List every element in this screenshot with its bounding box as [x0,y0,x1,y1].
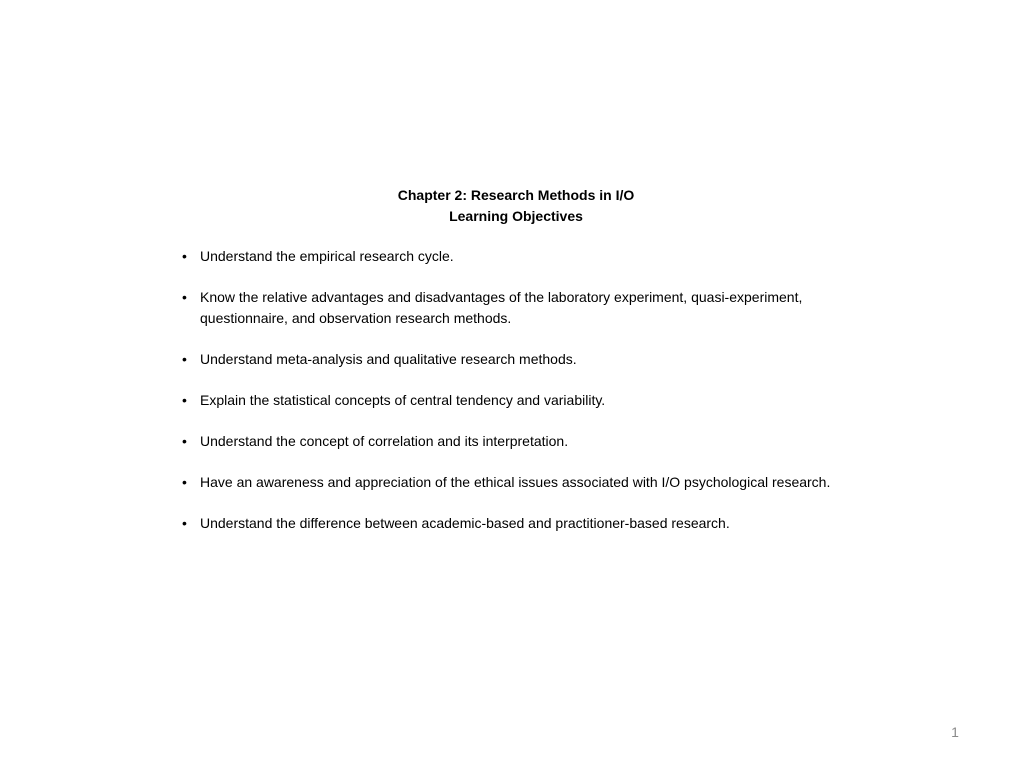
objective-item [178,390,858,411]
bullet-icon: • [182,350,187,367]
objective-item [178,287,858,328]
objective-text: Understand the difference between academic-based and practitioner-based research. [200,514,730,531]
bullet-icon: • [182,432,187,449]
objectives-list [178,246,858,554]
objective-item [178,431,858,452]
objective-text: Have an awareness and appreciation of the ethical issues associated with I/O psychological research. [200,473,831,490]
objective-item [178,246,858,267]
objective-item [178,349,858,370]
bullet-icon: • [182,289,187,305]
bullet-icon: • [182,391,187,408]
objective-item [178,513,858,534]
objective-item [178,472,858,493]
objective-text: Explain the statistical concepts of central tendency and variability. [200,391,606,408]
objective-text: Understand meta-analysis and qualitative research methods. [200,350,577,367]
bullet-icon: • [182,248,187,264]
bullet-icon: • [182,514,187,531]
chapter-title: Chapter 2: Research Methods in I/O [397,187,635,203]
slide-heading [0,185,1024,227]
page-number: 1 [951,724,959,740]
objective-text: Understand the empirical research cycle. [200,248,454,264]
bullet-icon: • [182,473,187,490]
objective-text: Understand the concept of correlation and its interpretation. [200,432,569,449]
section-subtitle: Learning Objectives [449,208,583,224]
objective-text: Know the relative advantages and disadvantages of the laboratory experiment, quasi-experiment, questionnaire, and observation research methods. [200,289,803,326]
